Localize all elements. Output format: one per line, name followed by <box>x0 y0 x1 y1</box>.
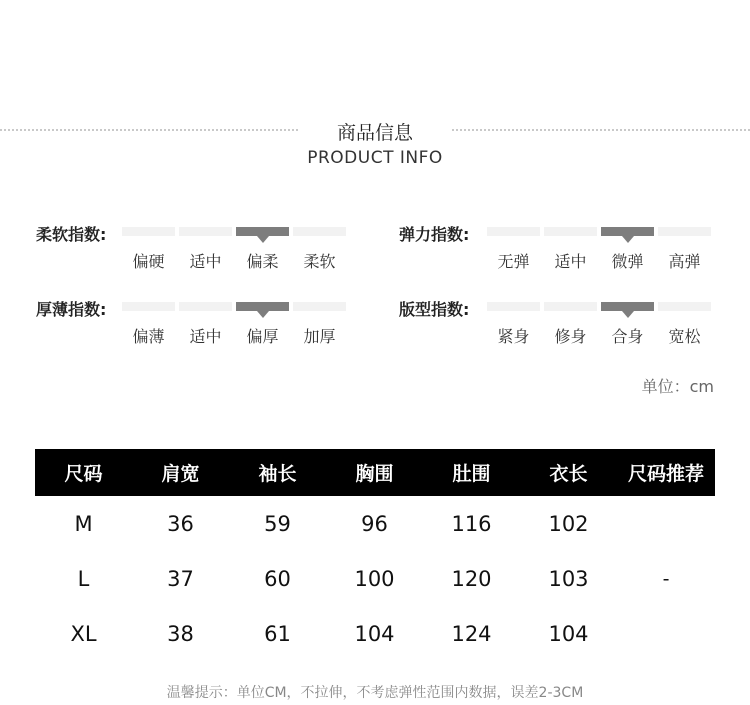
section-title-en: PRODUCT INFO <box>307 148 443 168</box>
index-bar-elasticity <box>487 227 711 236</box>
table-cell: 104 <box>354 622 395 646</box>
table-cell: 100 <box>354 567 395 591</box>
table-cell: 60 <box>264 567 291 591</box>
index-segment <box>658 302 711 311</box>
table-cell: 59 <box>264 512 291 536</box>
index-bar-softness <box>122 227 346 236</box>
table-row <box>35 564 715 594</box>
table-header-cell: 肚围 <box>452 463 491 485</box>
table-header-cell: 肩宽 <box>161 463 200 485</box>
index-segment <box>293 302 346 311</box>
table-header-cell: 袖长 <box>258 463 297 485</box>
table-cell: M <box>74 512 93 536</box>
index-bar-fit <box>487 302 711 311</box>
index-label-softness: 柔软指数: <box>36 225 107 244</box>
index-segment <box>122 227 175 236</box>
index-option: 适中 <box>189 327 222 346</box>
table-cell: 103 <box>548 567 589 591</box>
table-cell: 124 <box>451 622 492 646</box>
table-header-cell: 尺码推荐 <box>627 463 704 485</box>
index-option: 宽松 <box>668 327 701 346</box>
index-label-elasticity: 弹力指数: <box>399 225 470 244</box>
index-segment <box>658 227 711 236</box>
index-option: 无弹 <box>497 252 530 271</box>
index-bar-thickness <box>122 302 346 311</box>
index-segment <box>487 302 540 311</box>
index-label-thickness: 厚薄指数: <box>36 300 107 319</box>
size-table-header <box>35 449 715 496</box>
index-segment-selected <box>601 227 654 236</box>
table-cell: 116 <box>451 512 492 536</box>
table-cell: 104 <box>548 622 589 646</box>
index-segment <box>293 227 346 236</box>
index-segment <box>544 227 597 236</box>
table-header-cell: 胸围 <box>355 463 394 485</box>
index-option: 适中 <box>554 252 587 271</box>
index-option: 偏硬 <box>132 252 165 271</box>
table-cell: L <box>77 567 90 591</box>
index-option: 紧身 <box>497 327 530 346</box>
index-segment <box>179 302 232 311</box>
index-segment-selected <box>601 302 654 311</box>
index-option: 修身 <box>554 327 587 346</box>
table-cell: 38 <box>167 622 194 646</box>
footnote: 温馨提示：单位CM，不拉伸，不考虑弹性范围内数据，误差2-3CM <box>166 685 584 701</box>
index-options-softness <box>122 249 346 272</box>
index-segment <box>487 227 540 236</box>
section-title-cn: 商品信息 <box>336 122 413 144</box>
table-cell: 36 <box>167 512 194 536</box>
index-option: 高弹 <box>668 252 701 271</box>
table-cell: 96 <box>361 512 388 536</box>
table-row <box>35 619 715 649</box>
table-row <box>35 509 715 539</box>
index-option: 加厚 <box>303 327 336 346</box>
index-segment <box>122 302 175 311</box>
index-options-elasticity <box>487 249 711 272</box>
index-segment <box>179 227 232 236</box>
index-option: 偏柔 <box>246 252 279 271</box>
index-option: 柔软 <box>303 252 336 271</box>
table-cell: 120 <box>451 567 492 591</box>
index-segment <box>544 302 597 311</box>
index-option: 偏薄 <box>132 327 165 346</box>
table-cell: 102 <box>548 512 589 536</box>
index-label-fit: 版型指数: <box>399 300 470 319</box>
table-cell: 37 <box>167 567 194 591</box>
table-header-cell: 衣长 <box>549 463 588 485</box>
index-option: 偏厚 <box>246 327 279 346</box>
table-cell: XL <box>70 622 97 646</box>
table-header-cell: 尺码 <box>64 463 103 485</box>
index-option: 微弹 <box>611 252 644 271</box>
index-options-thickness <box>122 324 346 347</box>
index-segment-selected <box>236 227 289 236</box>
table-cell: 61 <box>264 622 291 646</box>
index-segment-selected <box>236 302 289 311</box>
index-options-fit <box>487 324 711 347</box>
table-cell: - <box>662 568 670 590</box>
index-option: 适中 <box>189 252 222 271</box>
unit-label: 单位：cm <box>641 377 714 396</box>
index-option: 合身 <box>611 327 644 346</box>
